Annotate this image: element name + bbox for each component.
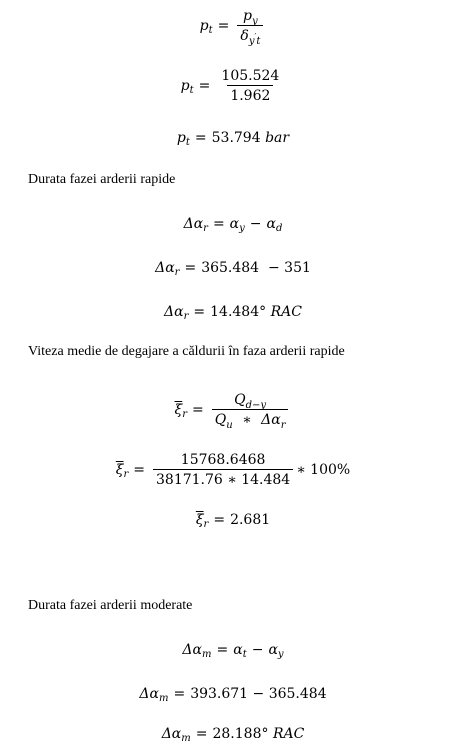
result-unit: bar <box>265 130 290 146</box>
result-unit: RAC <box>272 726 305 742</box>
equals-sign: = <box>212 216 225 232</box>
equation-delta-alpha-r-def <box>0 212 466 236</box>
eq-lhs: $\overline{\xi}$ <box>115 462 124 478</box>
eq-lhs: Δα <box>155 260 175 276</box>
eq-lhs: Δα <box>182 642 202 658</box>
minus-sign: − <box>251 642 264 658</box>
section-heading-rapid-phase: Durata fazei arderii rapide <box>28 172 176 187</box>
eq-lhs: $\overline{\xi}$ <box>174 402 183 418</box>
equation-pt-result <box>0 126 466 150</box>
result-unit: RAC <box>270 304 302 320</box>
fraction-denominator: 38171.76 ∗ 14.484 <box>153 469 293 488</box>
fraction-denominator <box>237 25 263 47</box>
result-value: 14.484° <box>210 304 267 320</box>
eq-lhs-sub: r <box>183 310 189 322</box>
term-b: α <box>266 216 276 232</box>
eq-lhs-sub: t <box>208 24 213 36</box>
result-value: 53.794 <box>211 130 261 146</box>
eq-lhs-sub: r <box>123 468 129 480</box>
numeric-expression: 365.484 − 351 <box>201 260 311 276</box>
equation-pt-definition <box>0 6 466 46</box>
eq-lhs: $\overline{\xi}$ <box>195 512 204 528</box>
eq-lhs: Δα <box>161 726 182 742</box>
fraction <box>218 68 282 104</box>
equals-sign: = <box>184 260 197 276</box>
eq-lhs-sub: r <box>203 222 208 234</box>
den-prime: ′ <box>254 32 257 41</box>
result-value: 28.188° <box>212 726 269 742</box>
result-value: 2.681 <box>230 512 271 528</box>
eq-lhs: p <box>199 18 209 34</box>
den-term-a: Q <box>214 412 227 428</box>
fraction <box>153 452 293 488</box>
equation-pt-numeric <box>0 66 466 106</box>
term-a: α <box>229 216 240 232</box>
equals-sign: = <box>195 726 208 742</box>
num-symbol: Q <box>234 392 246 408</box>
equals-sign: = <box>198 78 211 94</box>
term-a-sub: y <box>239 222 245 234</box>
equation-xi-r-result <box>0 508 466 532</box>
equals-sign: = <box>133 462 146 478</box>
eq-lhs-sub: t <box>185 136 190 148</box>
equation-delta-alpha-r-result <box>0 300 466 324</box>
equation-delta-alpha-r-numeric <box>0 256 466 280</box>
eq-lhs-sub: r <box>182 408 188 420</box>
term-a: α <box>233 642 243 658</box>
equals-sign: = <box>216 642 229 658</box>
equation-delta-alpha-m-def <box>0 638 466 662</box>
num-sub: d−y <box>245 400 267 411</box>
section-heading-moderate-phase: Durata fazei arderii moderate <box>28 598 193 613</box>
equals-sign: = <box>192 402 204 418</box>
eq-lhs-sub: t <box>189 84 194 96</box>
multiply-sign: ∗ <box>242 412 252 428</box>
equals-sign: = <box>217 18 230 34</box>
fraction-numerator <box>240 8 261 25</box>
equals-sign: = <box>213 512 226 528</box>
equals-sign: = <box>193 304 206 320</box>
equation-delta-alpha-m-numeric <box>0 682 466 706</box>
fraction <box>237 8 263 47</box>
num-sub: y <box>252 16 258 27</box>
eq-lhs: Δα <box>139 686 159 702</box>
fraction-numerator: 105.524 <box>221 68 280 84</box>
eq-lhs: p <box>176 130 186 146</box>
equation-xi-r-def <box>0 388 466 432</box>
den-symbol: δ <box>240 28 249 44</box>
percent-multiplier: ∗ 100% <box>296 462 351 478</box>
term-a-sub: t <box>242 648 247 660</box>
fraction-denominator <box>212 409 289 431</box>
equation-xi-r-numeric <box>0 448 466 492</box>
fraction <box>212 392 289 431</box>
eq-lhs-sub: m <box>181 732 191 744</box>
equals-sign: = <box>173 686 186 702</box>
num-symbol: p <box>243 8 253 24</box>
term-b-sub: d <box>276 222 283 234</box>
numeric-expression: 393.671 − 365.484 <box>190 686 327 702</box>
den-sub: y <box>248 36 255 47</box>
eq-lhs: p <box>180 78 190 94</box>
den-sub2: t <box>256 36 261 47</box>
eq-lhs-sub: r <box>174 266 180 278</box>
fraction-numerator: 15768.6468 <box>180 452 266 468</box>
fraction-numerator <box>231 392 269 409</box>
den-term-b: Δα <box>261 412 281 428</box>
term-b: α <box>268 642 278 658</box>
eq-lhs: Δα <box>164 304 184 320</box>
den-term-b-sub: r <box>280 420 286 431</box>
minus-sign: − <box>249 216 262 232</box>
equation-delta-alpha-m-result <box>0 722 466 746</box>
eq-lhs-sub: m <box>202 648 212 660</box>
equals-sign: = <box>194 130 207 146</box>
section-heading-heat-rate: Viteza medie de degajare a căldurii în faza arderii rapide <box>28 344 345 359</box>
eq-lhs-sub: m <box>158 692 169 704</box>
eq-lhs: Δα <box>183 216 204 232</box>
eq-lhs-sub: r <box>203 518 209 530</box>
den-term-a-sub: u <box>226 420 233 431</box>
fraction-denominator: 1.962 <box>227 85 273 104</box>
term-b-sub: y <box>277 648 284 660</box>
